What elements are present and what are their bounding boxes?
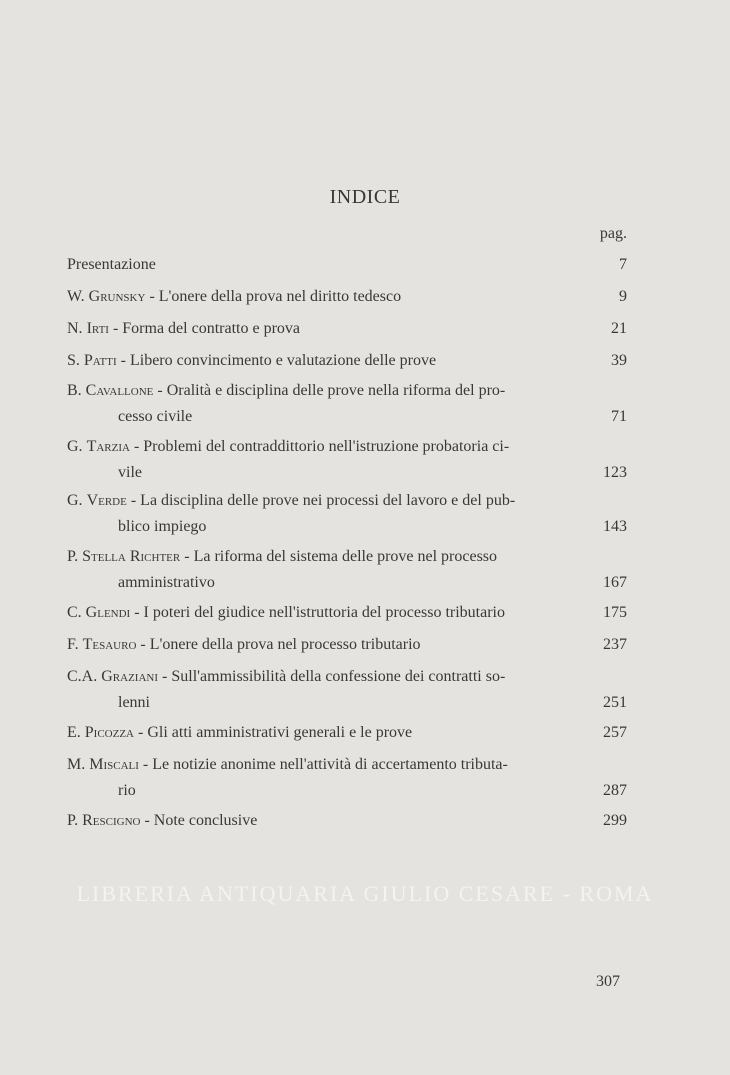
separator: -	[134, 604, 140, 621]
entry-title-continuation: vile	[118, 464, 142, 481]
entry-title-line	[67, 434, 587, 460]
entry-title-line	[67, 284, 587, 310]
entry-title-line	[67, 632, 587, 658]
separator: -	[142, 756, 149, 773]
author-initial: P.	[67, 548, 79, 565]
author-initial: F.	[67, 636, 79, 653]
entry-author	[67, 320, 122, 337]
author-surname: Verde	[86, 492, 127, 509]
author-initial: B.	[67, 382, 82, 399]
entry-title: Libero convincimento e valutazione delle prove	[129, 352, 437, 369]
author-initial: P.	[67, 812, 79, 829]
watermark: LIBRERIA ANTIQUARIA GIULIO CESARE - ROMA	[76, 881, 654, 906]
toc-entry	[67, 316, 627, 342]
separator: -	[133, 438, 140, 455]
toc-entry	[67, 600, 627, 626]
entry-title: Oralità e disciplina delle prove nella riforma del pro-	[166, 382, 506, 399]
entry-title-line	[67, 544, 587, 570]
entry-page-number: 167	[603, 574, 627, 591]
entry-title: Forma del contratto e prova	[122, 320, 300, 337]
toc-entry	[67, 720, 627, 746]
entry-title: I poteri del giudice nell'istruttoria del processo tributario	[143, 604, 505, 621]
page-column-label: pag.	[599, 225, 627, 242]
separator: -	[120, 352, 126, 369]
toc-entry	[67, 544, 627, 596]
entry-author	[67, 812, 154, 829]
separator: -	[157, 382, 163, 399]
author-surname: Picozza	[84, 724, 135, 741]
entry-title-continuation: rio	[118, 782, 136, 799]
author-surname: Cavallone	[85, 382, 154, 399]
author-initial: C.	[67, 604, 82, 621]
entry-title: L'onere della prova nel processo tributario	[149, 636, 421, 653]
entry-title: Presentazione	[67, 256, 156, 273]
author-initial: G.	[67, 438, 83, 455]
toc-entry	[67, 808, 627, 834]
separator: -	[144, 812, 150, 829]
toc-entry	[67, 378, 627, 430]
entry-title: Gli atti amministrativi generali e le prove	[147, 724, 413, 741]
entry-page-number: 71	[611, 408, 627, 425]
toc-entry	[67, 752, 627, 804]
entry-title: Le notizie anonime nell'attività di accertamento tributa-	[152, 756, 508, 773]
toc-entry	[67, 252, 627, 278]
entry-author	[67, 438, 143, 455]
entry-page-number: 21	[611, 320, 627, 337]
toc-entry	[67, 632, 627, 658]
author-surname: Miscali	[89, 756, 139, 773]
entry-page-number: 7	[619, 256, 627, 273]
separator: -	[140, 636, 146, 653]
toc-entry	[67, 488, 627, 540]
entry-page-number: 9	[619, 288, 627, 305]
entry-author	[67, 288, 159, 305]
entry-title-line	[67, 720, 587, 746]
entry-title-line	[67, 488, 587, 514]
entry-title-line	[67, 752, 587, 778]
entry-author	[67, 756, 152, 773]
toc-entry	[67, 284, 627, 310]
page-title: INDICE	[329, 186, 401, 208]
entry-title-line	[67, 600, 587, 626]
entry-page-number: 175	[603, 604, 627, 621]
entry-page-number: 123	[603, 464, 627, 481]
entry-author	[67, 548, 194, 565]
separator: -	[112, 320, 119, 337]
entry-title-line	[67, 664, 587, 690]
entry-title: Sull'ammissibilità della confessione dei contratti so-	[171, 668, 506, 685]
author-initial: E.	[67, 724, 81, 741]
entry-title-continuation: lenni	[118, 694, 150, 711]
entry-author	[67, 382, 167, 399]
toc-entry	[67, 348, 627, 374]
entry-page-number: 257	[603, 724, 627, 741]
entry-title-continuation: cesso civile	[118, 408, 193, 425]
author-surname: Graziani	[101, 668, 159, 685]
author-surname: Stella Richter	[82, 548, 181, 565]
author-surname: Rescigno	[82, 812, 141, 829]
entry-page-number: 287	[603, 782, 627, 799]
entry-page-number: 39	[611, 352, 627, 369]
author-initial: M.	[67, 756, 86, 773]
entry-title-continuation: amministrativo	[118, 574, 215, 591]
entry-page-number: 299	[603, 812, 627, 829]
entry-author	[67, 604, 144, 621]
entry-page-number: 143	[603, 518, 627, 535]
entry-title: L'onere della prova nel diritto tedesco	[158, 288, 402, 305]
author-initial: C.A.	[67, 668, 98, 685]
author-initial: W.	[67, 288, 85, 305]
entry-title-line	[67, 808, 587, 834]
entry-title: Problemi del contraddittorio nell'istruzione probatoria ci-	[143, 438, 510, 455]
entry-author	[67, 724, 147, 741]
entry-title: La disciplina delle prove nei processi del lavoro e del pub-	[140, 492, 516, 509]
entry-title: La riforma del sistema delle prove nel processo	[193, 548, 498, 565]
author-surname: Glendi	[85, 604, 131, 621]
author-surname: Tarzia	[86, 438, 130, 455]
toc-entry	[67, 434, 627, 486]
author-initial: N.	[67, 320, 83, 337]
toc-entry	[67, 664, 627, 716]
author-surname: Grunsky	[88, 288, 146, 305]
entry-title-continuation: blico impiego	[118, 518, 207, 535]
separator: -	[184, 548, 190, 565]
entry-author	[67, 492, 140, 509]
author-surname: Tesauro	[82, 636, 137, 653]
entry-author	[67, 636, 150, 653]
separator: -	[162, 668, 168, 685]
entry-page-number: 237	[603, 636, 627, 653]
separator: -	[138, 724, 144, 741]
entry-title-line	[67, 252, 587, 278]
entry-author	[67, 668, 171, 685]
entry-title-line	[67, 316, 587, 342]
author-surname: Irti	[86, 320, 109, 337]
entry-title: Note conclusive	[153, 812, 258, 829]
page-number: 307	[596, 973, 620, 990]
author-initial: S.	[67, 352, 80, 369]
entry-page-number: 251	[603, 694, 627, 711]
entry-author	[67, 352, 130, 369]
author-surname: Patti	[83, 352, 117, 369]
separator: -	[149, 288, 155, 305]
entry-title-line	[67, 348, 587, 374]
separator: -	[130, 492, 137, 509]
entry-title-line	[67, 378, 587, 404]
author-initial: G.	[67, 492, 83, 509]
